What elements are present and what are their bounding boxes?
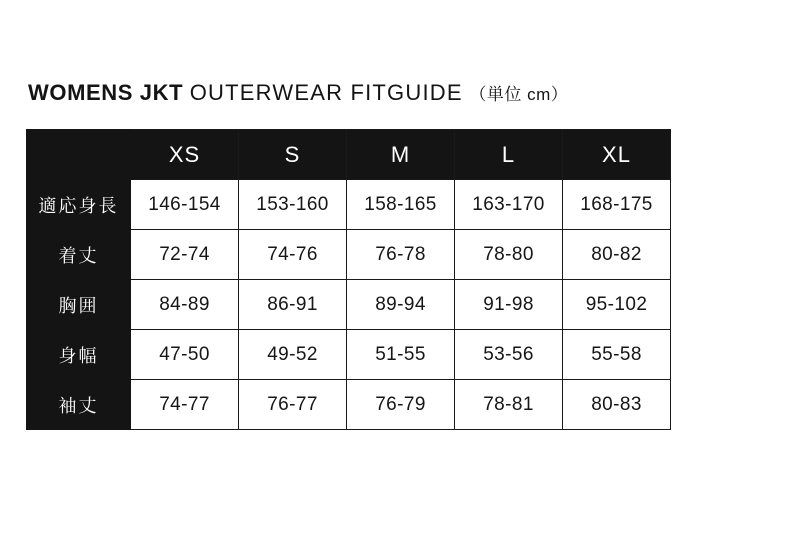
table-body bbox=[27, 180, 671, 430]
cell-height-s: 153-160 bbox=[239, 180, 347, 230]
row-header-length: 着丈 bbox=[27, 230, 131, 280]
cell-chest-l: 91-98 bbox=[455, 280, 563, 330]
cell-width-s: 49-52 bbox=[239, 330, 347, 380]
cell-height-xs: 146-154 bbox=[131, 180, 239, 230]
row-header-height: 適応身長 bbox=[27, 180, 131, 230]
size-chart-table bbox=[26, 129, 671, 430]
row-header-chest: 胸囲 bbox=[27, 280, 131, 330]
cell-height-m: 158-165 bbox=[347, 180, 455, 230]
cell-width-l: 53-56 bbox=[455, 330, 563, 380]
cell-chest-s: 86-91 bbox=[239, 280, 347, 330]
table-header bbox=[27, 130, 671, 180]
cell-width-xl: 55-58 bbox=[563, 330, 671, 380]
cell-chest-m: 89-94 bbox=[347, 280, 455, 330]
cell-sleeve-xs: 74-77 bbox=[131, 380, 239, 430]
column-header-l: L bbox=[455, 130, 563, 180]
column-header-xs: XS bbox=[131, 130, 239, 180]
cell-width-m: 51-55 bbox=[347, 330, 455, 380]
column-header-s: S bbox=[239, 130, 347, 180]
row-header-width: 身幅 bbox=[27, 330, 131, 380]
table-row bbox=[27, 280, 671, 330]
cell-length-xl: 80-82 bbox=[563, 230, 671, 280]
table-row bbox=[27, 330, 671, 380]
cell-length-l: 78-80 bbox=[455, 230, 563, 280]
cell-length-m: 76-78 bbox=[347, 230, 455, 280]
table-row bbox=[27, 180, 671, 230]
cell-height-xl: 168-175 bbox=[563, 180, 671, 230]
cell-chest-xl: 95-102 bbox=[563, 280, 671, 330]
cell-length-s: 74-76 bbox=[239, 230, 347, 280]
column-header-xl: XL bbox=[563, 130, 671, 180]
table-header-row bbox=[27, 130, 671, 180]
page-title-category: OUTERWEAR FITGUIDE bbox=[189, 80, 463, 105]
column-header-m: M bbox=[347, 130, 455, 180]
page-title-product: WOMENS JKT bbox=[28, 80, 184, 105]
cell-chest-xs: 84-89 bbox=[131, 280, 239, 330]
page-title bbox=[28, 80, 568, 106]
cell-sleeve-m: 76-79 bbox=[347, 380, 455, 430]
cell-sleeve-xl: 80-83 bbox=[563, 380, 671, 430]
table-corner-cell bbox=[27, 130, 131, 180]
cell-length-xs: 72-74 bbox=[131, 230, 239, 280]
table-row bbox=[27, 380, 671, 430]
cell-width-xs: 47-50 bbox=[131, 330, 239, 380]
table-row bbox=[27, 230, 671, 280]
cell-height-l: 163-170 bbox=[455, 180, 563, 230]
page-title-unit: （単位 cm） bbox=[469, 85, 569, 104]
cell-sleeve-l: 78-81 bbox=[455, 380, 563, 430]
cell-sleeve-s: 76-77 bbox=[239, 380, 347, 430]
row-header-sleeve: 袖丈 bbox=[27, 380, 131, 430]
